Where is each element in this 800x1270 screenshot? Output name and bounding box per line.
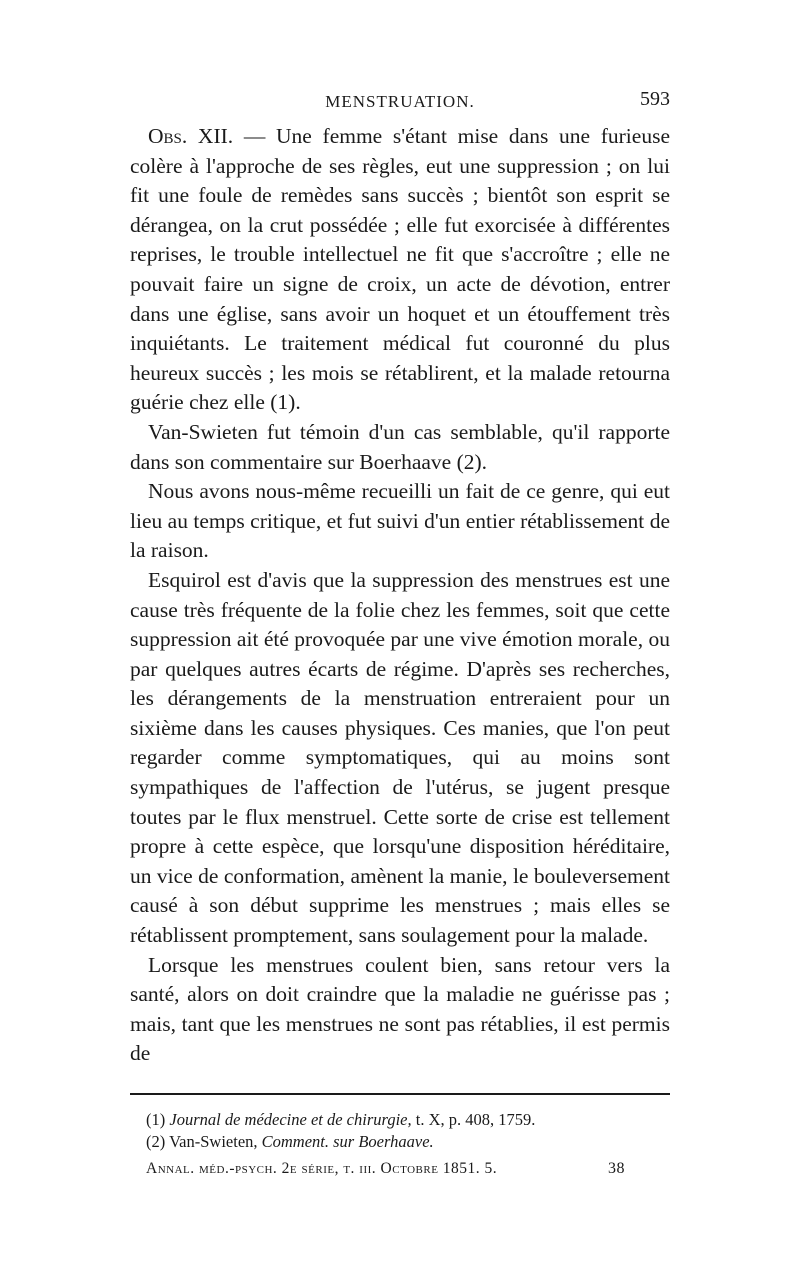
running-title: MENSTRUATION. [325, 92, 475, 111]
footnote-2 [146, 1131, 670, 1153]
signature-mark: 38 [608, 1160, 625, 1177]
paragraph-menstrues: Lorsque les menstrues coulent bien, sans retour vers la santé, alors on doit craindre que la maladie ne guérisse pas ; mais, tant que les menstrues ne sont pas rétablies, il est permis de [130, 952, 670, 1066]
footnote-journal-title: Journal de médecine et de chirurgie, [169, 1110, 412, 1129]
footnotes [130, 1109, 670, 1153]
page-number: 593 [640, 88, 670, 110]
footnote-author: Van-Swieten, [165, 1132, 262, 1151]
paragraph-own-case: Nous avons nous-même recueilli un fait de ce genre, qui eut lieu au temps critique, et fut suivi d'un entier rétablissement de la raison. [130, 479, 670, 563]
running-head [130, 88, 670, 122]
footnote-work-title: Comment. sur Boerhaave. [261, 1132, 434, 1151]
body-text [130, 122, 670, 1069]
paragraph-esquirol: Esquirol est d'avis que la suppression des menstrues est une cause très fréquente de la folie chez les femmes, soit que cette suppression ait été provoquée par une vive émotion morale, ou par quelques autres écarts de régime. D'après ses recherches, les dérangements de la menstruation entreraient pour un sixième dans les causes physiques. Ces manies, que l'on peut regarder comme symptomatiques, qui au moins sont sympathiques de l'affection de l'utérus, se jugent presque toutes par le flux menstruel. Cette sorte de crise est tellement propre à cette espèce, que lorsqu'une disposition héréditaire, un vice de conformation, amènent la manie, le bouleversement causé à son début supprime les menstrues ; mais elles se rétablissent promptement, sans soulagement pour la malade. [130, 567, 670, 948]
paragraph-van-swieten: Van-Swieten fut témoin d'un cas semblable, qu'il rapporte dans son commentaire sur Boerhaave (2). [130, 419, 670, 474]
printer-signature [130, 1159, 670, 1179]
footnote-reference: t. X, p. 408, 1759. [411, 1110, 536, 1129]
observation-label: Obs. XII. [148, 124, 234, 148]
paragraph-text: — Une femme s'étant mise dans une furieuse colère à l'approche de ses règles, eut une suppression ; on lui fit une foule de remèdes sans succès ; bientôt son esprit se dérangea, on la crut possédée ; elle fut exorcisée à différentes reprises, le trouble intellectuel ne fit que s'accroître ; elle ne pouvait faire un signe de croix, un acte de dévotion, entrer dans une église, sans avoir un hoquet et un étouffement très inquiétants. Le traitement médical fut couronné du plus heureux succès ; les mois se rétablirent, et la malade retourna guérie chez elle (1). [130, 124, 670, 415]
paragraph-obs-xii [130, 122, 670, 418]
footnote-1 [146, 1109, 670, 1131]
book-page [130, 88, 670, 1179]
footnote-marker: (2) [146, 1132, 166, 1151]
footnote-rule [130, 1093, 670, 1095]
signature-text: Annal. méd.-psych. 2e série, t. iii. Octobre 1851. 5. [146, 1160, 498, 1177]
footnote-marker: (1) [146, 1110, 166, 1129]
